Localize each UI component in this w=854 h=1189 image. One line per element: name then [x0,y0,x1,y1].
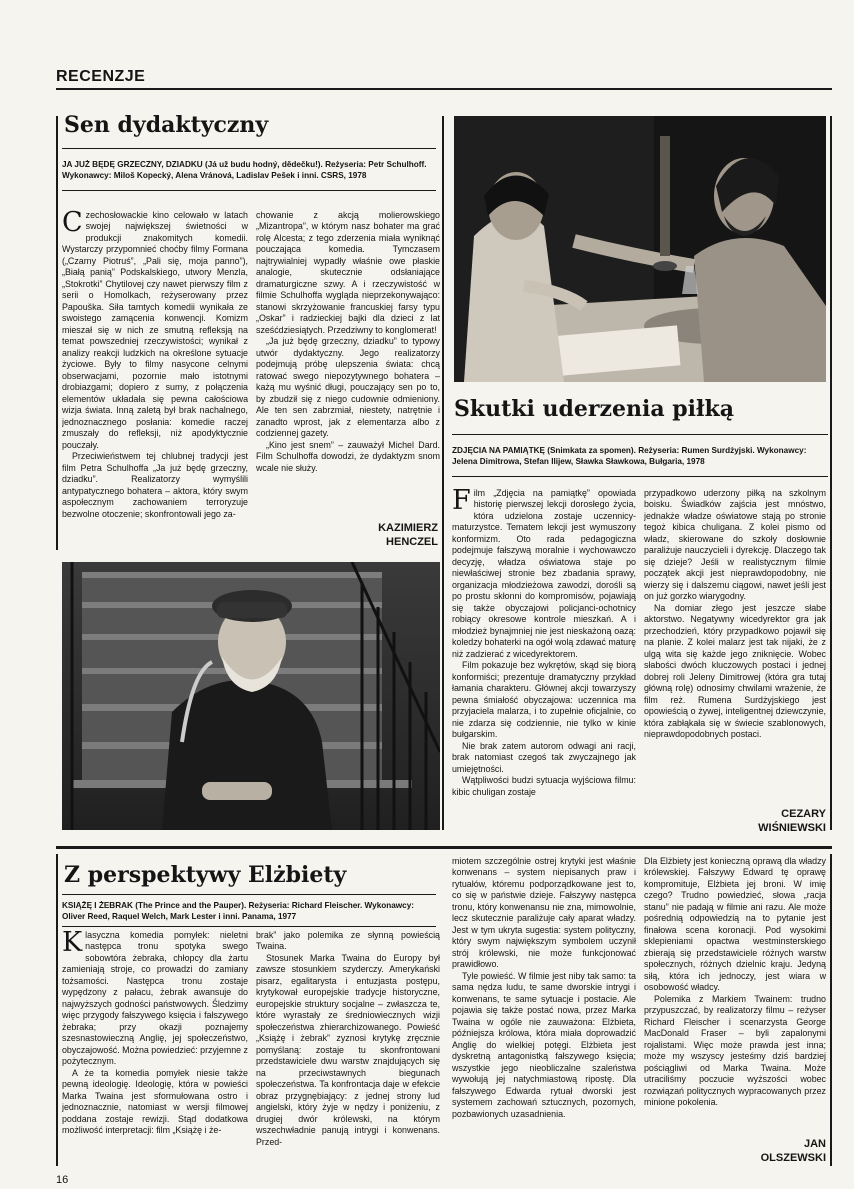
article1-credits-rule [62,190,436,191]
article1-title-rule [62,148,436,149]
article2-paragraph: ilm „Zdjęcia na pamiątkę” opowiada historię pierwszej lekcji dorosłego życia, która udzielona zostaje uczennicy-maturzystce. Tematem lekcji jest wymuszony konformizm. Oto rada pedagogiczna podejmuje fałszywą moralnie i wychowawczo decyzję, władza oświatowa staje po niewłaściwej stronie bez zbadania sprawy, organizacja młodzieżowa zawodzi, dorośli są po prostu skłonni do kompromisów, pojawiają się także obyczajowi policjanci-ochotnicy robiący okresowe kontrole mieszkań. A i młodzież bynajmniej nie jest nieskażoną oazą: koledzy bohaterki na ogół wolą zdawać maturę niż zadzierać z wicedyrektorem. [452,488,636,659]
article3-column-2 [256,930,440,1166]
section-divider-rule [56,846,832,849]
article2-paragraph: Film pokazuje bez wykrętów, skąd się biorą konformiści; prezentuje dramatyczny przykład łamania charakteru. Głównej akcji towarzyszy pewna śmiałość obyczajowa: uczennica ma przyjaciela malarza, i to zupełnie oficjalnie, co nie zdarza się codziennie, nie tylko w kinie bułgarskim. [452,660,636,740]
article3-paragraph: lasyczna komedia pomyłek: nieletni następca tronu spotyka swego sobowtóra żebraka, chłopcy dla żartu zamieniają stroje, co prowadzi do zamiany tożsamości. Następca tronu zostaje wypędzony z pałacu, żebrak awansuje do najwyższych godności państwowych. Śledzimy więc przygody fałszywego księcia i fałszywego żebraka; przy okazji poznajemy szesnastowieczną Anglię, jej społeczeństwo, obyczajowość. Można powiedzieć: przyjemne z pożytecznym. [62,930,248,1067]
article2-paragraph: Na domiar złego jest jeszcze słabe aktorstwo. Negatywny wicedyrektor gra jak przechodzień, który przypadkowo pojawił się na planie. Z kolei malarz jest tak nijaki, że z ulgą wita się każde jego zniknięcie. Wobec słabości dwóch kluczowych postaci i jednej dobrej roli Jeleny Dimitrowej (która gra tutaj główną rolę) odnosimy chwilami wrażenie, że film reż. Rumena Surdżyjskiego jest opowieścią o żywej, inteligentnej dziewczynie, która zabłąkała się w świecie szablonowych, nieprawdopodobnych postaci. [644,602,826,740]
article2-credits-rule [452,476,828,477]
author-last-name: WIŚNIEWSKI [758,821,826,834]
article2-paragraph: Nie brak zatem autorom odwagi ani racji, brak natomiast czegoś tak zwyczajnego jak umiejętności. [452,740,636,774]
article2-dropcap: F [452,488,471,516]
article2-paragraph: przypadkowo uderzony piłką na szkolnym boisku. Świadków zajścia jest mnóstwo, jednakże władze oświatowe stają po stronie tegoż kibica chuligana. Z kolei pismo od władz, skierowane do szkoły dosłownie paraliżuje nauczycieli i dyrekcję. Dlaczego tak się dzieje? Jeśli w realistycznym filmie początek akcji jest nieprawdopodobny, nie wierzy się i dalszemu ciągowi, nawet jeśli jest on już gorzko wiarygodny. [644,488,826,602]
author-first-name: JAN [803,1138,826,1150]
article3-paragraph: miotem szczególnie ostrej krytyki jest właśnie konwenans – system niepisanych praw i rytuałów, któremu podporządkowane jest to, co się w państwie dzieje. Fałszywy następca tronu, który konwenansu nie zna, mimowolnie, lecz skutecznie paraliżuje cały aparat władzy. Jest w tym ukryta sugestia: system polityczny, który swym największym symbolem uczynił strój królewski, nie może funkcjonować prawidłowo. [452,856,636,970]
article2-credits: ZDJĘCIA NA PAMIĄTKĘ (Snimkata za spomen). Reżyseria: Rumen Surdżyjski. Wykonawcy: Jelena Dimitrowa, Stefan Ilijew, Sławka Sławkowa, Bułgaria, 1978 [452,446,807,467]
article3-column-3 [452,856,636,1166]
article2-title: Skutki uderzenia piłką [454,396,734,422]
article3-paragraph: brak” jako polemika ze słynną powieścią Twaina. [256,930,440,952]
article1-dropcap: C [62,210,83,238]
old-man-photo-illustration [62,562,440,830]
article3-dropcap: K [62,930,83,958]
author-last-name: OLSZEWSKI [760,1151,826,1164]
article1-paragraph: zechosłowackie kino celowało w latach swojej największej świetności w produkcji znakomitych komedii. Wystarczy przypomnieć choćby filmy Formana („Czarny Piotruś”, „Pali się, moja panno”), „Białą panią” Podskalskiego, utwory Menzla, „Stokrotki” Chytilovej czy nawet pierwszy film z serii o Homolkach, reżyserowany przez Papouška. Siła tamtych komedii wynikała ze swoistego zamącenia konwencji. Komizm mieszał się w nich ze smutną refleksją na temat powszedniej rzeczywistości; wynikał z analizy reakcji ludzkich na określone sytuacje życiowe. Były to filmy nasycone celnymi obserwacjami, pozornie mało istotnymi drobiazgami; dopiero z sumy, z połączenia elementów układała się pewna całościowa wizja świata. Inną zaletą był brak nachalnego, jednoznacznego posłania: komedie raczej zmuszały do refleksji, niż apodyktycznie pouczały. [62,210,248,450]
article1-column-1 [62,210,248,550]
article3-paragraph: Stosunek Marka Twaina do Europy był zawsze stosunkiem szyderczy. Amerykański pisarz, egalitarysta i entuzjasta postępu, krytykował europejskie tradycje historyczne, europejskie struktury socjalne – zwłaszcza te, które wyrastały ze średniowiecznych wizji społeczeństwa zhierarchizowanego. Powieść „Książę i żebrak” zyznosi krytykę zręcznie pomyślaną: zostaje tu skonfrontowani przedstawiciele dwu warstw znajdujących się na przeciwstawnych biegunach społeczeństwa. Ta konfrontacja daje w efekcie obraz przygnębiający: z jednej strony lud angielski, który żyje w nędzy i poniżeniu, z drugiej dwór królewski, na którym wszechwładnie panują intrygi i konwenans. Przed- [256,952,440,1147]
section-label: RECENZJE [56,68,146,85]
article1-paragraph: „Ja już będę grzeczny, dziadku” to typowy utwór dydaktyczny. Jego realizatorzy podejmują próbę ulepszenia świata: chcą ratować swego niepozytywnego bohatera – każą mu wyśnić długi, pouczający sen po to, by zbudził się z niego cudownie odmieniony. Ale ten sen zabrzmiał, niestety, natrętnie i zanadto wprost, jak z elementarza albo z codziennej gazety. [256,336,440,439]
article2-author [690,808,826,836]
article2-column-2 [644,488,826,778]
article1-paragraph: „Kino jest snem” – zauważył Michel Dard. Film Schulhoffa dowodzi, że dydaktyzm snom wcale nie służy. [256,439,440,473]
article3-right-bar [830,854,832,1166]
article2-column-1 [452,488,636,834]
header-rule-top [56,88,832,90]
author-first-name: KAZIMIERZ [378,522,438,534]
article3-title: Z perspektywy Elżbiety [64,862,347,888]
article1-credits: JA JUŻ BĘDĘ GRZECZNY, DZIADKU (Já už budu hodný, dědečku!). Reżyseria: Petr Schulhoff. Wykonawcy: Miloš Kopecký, Alena Vránová, Ladislav Pešek i inni. CSRS, 1978 [62,160,427,181]
article3-title-rule [62,894,436,895]
article2-right-bar [830,116,832,830]
article1-paragraph: Przeciwieństwem tej chlubnej tradycji jest film Petra Schulhoffa „Ja już będę grzeczny, dziadku”. Realizatorzy wymyślili antypatycznego bohatera – aktora, który swym aspołecznym zachowaniem terroryzuje bezwolne otoczenie; skonfrontowali jego za- [62,451,248,519]
article3-credits: KSIĄŻĘ I ŻEBRAK (The Prince and the Pauper). Reżyseria: Richard Fleischer. Wykonawcy: Oliver Reed, Raquel Welch, Mark Lester i inni. Panama, 1977 [62,901,415,922]
author-last-name: HENCZEL [386,535,438,548]
article3-author [700,1138,826,1166]
article3-paragraph: Polemika z Markiem Twainem: trudno przypuszczać, by realizatorzy filmu – reżyser Richard Fleischer i scenarzysta George MacDonald Fraser – byli zapalonymi rojalistami. Więc może prawda jest inna; może my wszyscy jesteśmy dziś bardziej pościągliwi od Marka Twaina. Może utraciliśmy poczucie wyższości wobec rozwiązań politycznych wypracowanych przez minione pokolenia. [644,993,826,1108]
article3-credits-rule [62,926,436,927]
article3-column-1 [62,930,248,1166]
article1-title: Sen dydaktyczny [64,112,269,138]
author-first-name: CEZARY [781,808,826,820]
article3-paragraph: Dla Elżbiety jest konieczną oprawą dla władzy królewskiej. Fałszywy Edward tę oprawę kompromituje, Elżbieta jej broni. W imię czego? Trudno powiedzieć, słowa „racja stanu” nie padają w filmie ani razu. Ale może pośrednią odpowiedzią na to pytanie jest finałowa scena koronacji. Pod wysokimi sklepieniami opactwa westminsterskiego zbierają się przedstawiciele różnych warstw społecznych, różnych dzielnic kraju. Jedyną siłą, która ich jednoczy, jest wiara w osobowość władcy. [644,856,826,993]
article1-right-bar [442,116,444,830]
couple-at-dinner-table-photo [454,116,826,382]
page-number: 16 [56,1174,69,1186]
article3-paragraph: Tyle powieść. W filmie jest niby tak samo: ta sama nędza ludu, te same dworskie intrygi i konwenans, te same sytuacje i postacie. Ale pojawia się także postać nowa, przez Marka Twaina w ogóle nie zauważona: Elżbieta, późniejsza królowa, która miała doprowadzić Anglię do wielkiej potęgi. Elżbieta jest dyskretną antagonistką fałszywego księcia; wszystkie jego nieobliczalne szaleństwa wywołują jej natychmiastową ripostę. Dla fałszywego Edwarda rytuał dworski jest systemem zachowań sztucznych, pozornych, pozbawionych uzasadnienia. [452,970,636,1119]
article1-column-2 [256,210,440,496]
article3-column-4 [644,856,826,1136]
article2-title-rule [452,434,828,435]
article1-paragraph: chowanie z akcją molierowskiego „Mizantropa”, w którym nasz bohater ma grać rolę Alcesta; z tego zderzenia miała wyniknąć pouczająca komedia. Tymczasem najtrywialniej wypadły właśnie owe płaskie analogie, skutecznie odsłaniające dramaturgiczne szwy. A i rzeczywistość w filmie Schulhoffa wygląda nieprzekonywająco: stanowi skrzyżowanie francuskiej farsy typu „Oskar” i radzieckiej bajki dla dzieci z lat sześćdziesiątych. Przedziwny to konglomerat! [256,210,440,335]
article3-left-bar [56,854,58,1166]
dinner-photo-illustration [454,116,826,382]
article1-left-bar [56,116,58,550]
article3-paragraph: A że ta komedia pomyłek niesie także pewną ideologię. Ideologię, która w powieści Marka Twaina jest sformułowana ostro i jednoznacznie, natomiast w wersji filmowej poddana zostaje rewizji. Stąd dodatkowa możliwość interpretacji: film „Książę i że- [62,1067,248,1136]
article1-author [300,522,438,550]
old-man-on-stairs-photo [62,562,440,830]
article2-paragraph: Wątpliwości budzi sytuacja wyjściowa filmu: kibic chuligan zostaje [452,775,636,797]
